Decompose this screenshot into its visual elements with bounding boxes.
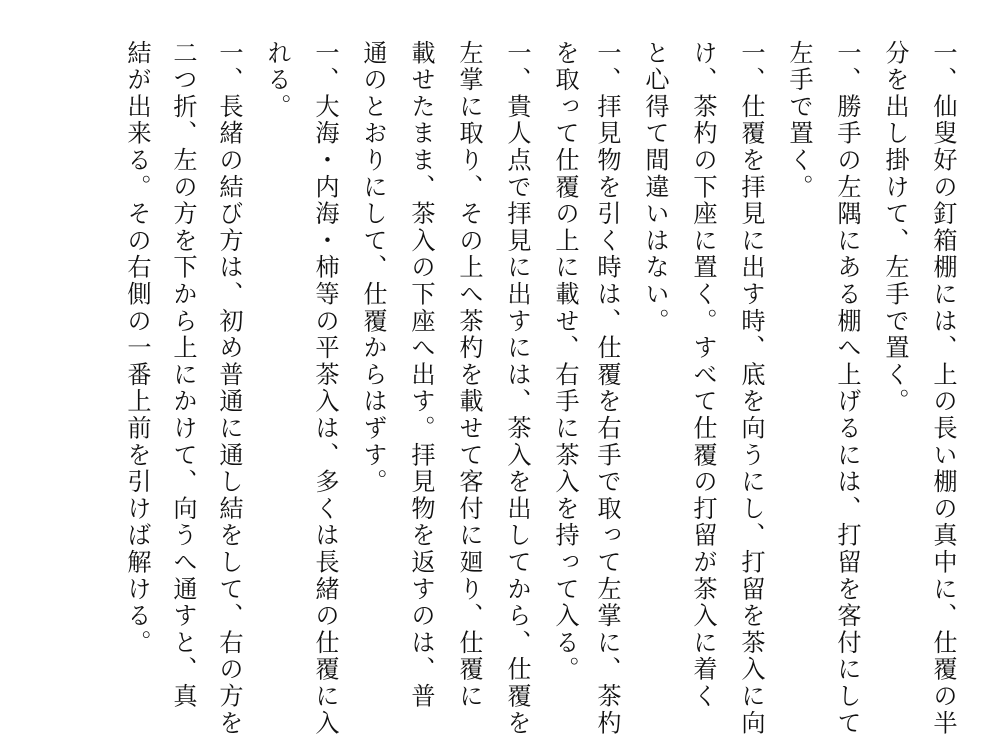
text-column-3: 一、勝手の左隅にある棚へ上げるには、打留を客付にして [833, 40, 861, 737]
text-column-10: 一、貴人点で拝見に出すには、茶入を出してから、仕覆を [503, 40, 531, 737]
text-column-8: 一、拝見物を引く時は、仕覆を右手で取って左掌に、茶杓 [593, 40, 621, 737]
text-column-5: 一、仕覆を拝見に出す時、底を向うにし、打留を茶入に向 [737, 40, 765, 737]
text-column-9: を取って仕覆の上に載せ、右手に茶入を持って入る。 [551, 40, 579, 684]
text-column-18: 結が出来る。その右側の一番上前を引けば解ける。 [123, 40, 151, 657]
text-column-16: 一、長緒の結び方は、初め普通に通し結をして、右の方を [215, 40, 243, 737]
text-column-14: 一、大海・内海・柿等の平茶入は、多くは長緒の仕覆に入 [311, 40, 339, 737]
text-column-13: 通のとおりにして、仕覆からはずす。 [359, 40, 387, 496]
text-column-4: 左手で置く。 [785, 40, 813, 201]
text-column-11: 左掌に取り、その上へ茶杓を載せて客付に廻り、仕覆に [455, 40, 483, 710]
text-column-12: 載せたまま、茶入の下座へ出す。拝見物を返すのは、普 [407, 40, 435, 710]
text-column-17: 二つ折、左の方を下から上にかけて、向うへ通すと、真 [169, 40, 197, 710]
text-column-1: 一、仙叟好の釘箱棚には、上の長い棚の真中に、仕覆の半 [929, 40, 957, 737]
text-column-6: け、茶杓の下座に置く。すべて仕覆の打留が茶入に着く [689, 40, 717, 710]
text-column-15: れる。 [263, 40, 291, 121]
text-column-2: 分を出し掛けて、左手で置く。 [881, 40, 909, 416]
text-column-7: と心得て間違いはない。 [641, 40, 669, 335]
